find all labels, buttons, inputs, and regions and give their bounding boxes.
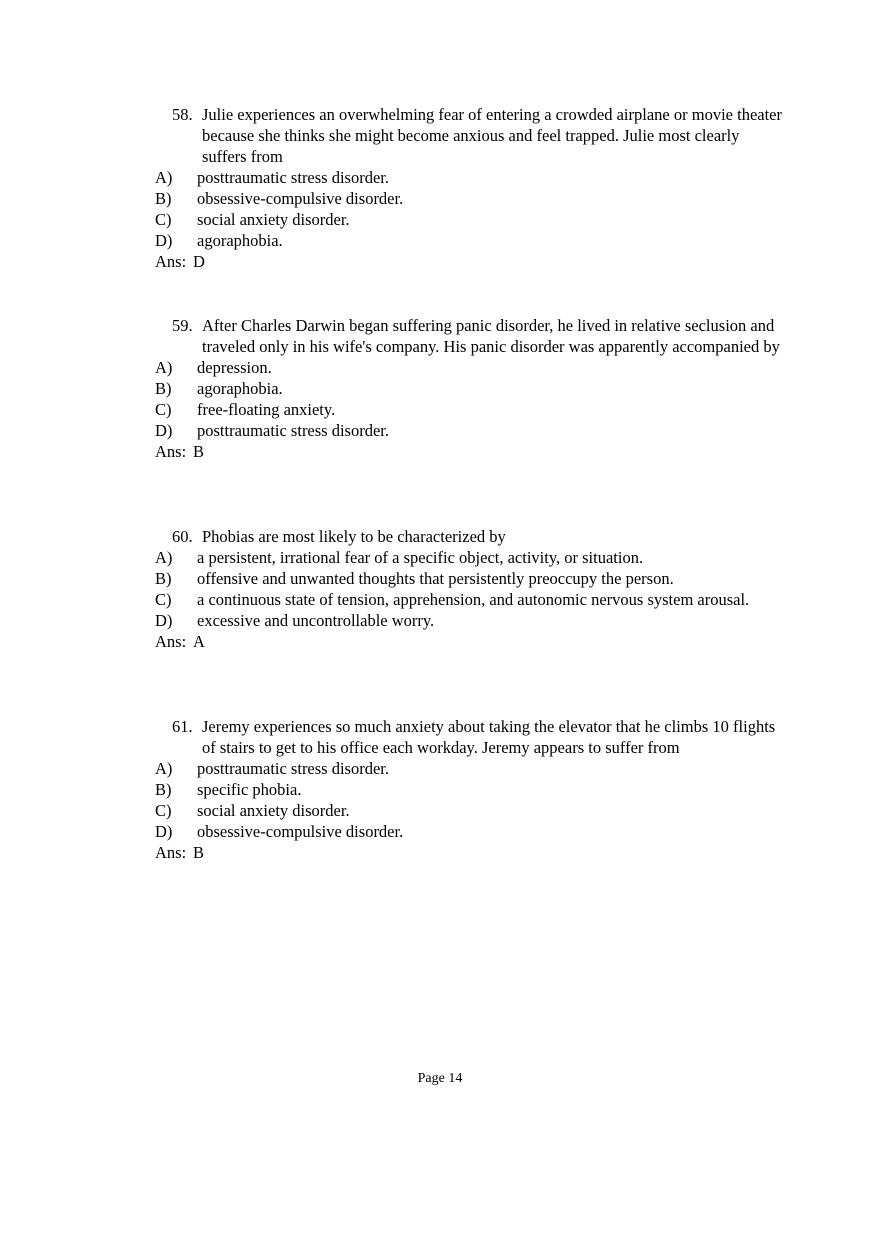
option-d	[155, 230, 785, 251]
question-number: 59.	[172, 316, 193, 335]
question-58	[155, 104, 785, 272]
answer-key	[155, 251, 785, 272]
option-d	[155, 821, 785, 842]
option-text: agoraphobia.	[197, 231, 283, 250]
option-c	[155, 589, 785, 610]
option-text: agoraphobia.	[197, 379, 283, 398]
answer-options	[155, 758, 785, 842]
answer-key	[155, 441, 785, 462]
option-text: obsessive-compulsive disorder.	[197, 189, 404, 208]
option-letter: A)	[155, 168, 173, 187]
option-a	[155, 167, 785, 188]
option-b	[155, 568, 785, 589]
option-letter: C)	[155, 210, 172, 229]
question-stem	[155, 716, 785, 758]
option-a	[155, 357, 785, 378]
option-c	[155, 399, 785, 420]
option-text: posttraumatic stress disorder.	[197, 759, 390, 778]
option-letter: A)	[155, 548, 173, 567]
option-letter: A)	[155, 358, 173, 377]
question-number: 61.	[172, 717, 193, 736]
question-text: Phobias are most likely to be characterized by	[202, 527, 506, 546]
option-text: a persistent, irrational fear of a specific object, activity, or situation.	[197, 548, 644, 567]
option-b	[155, 378, 785, 399]
option-c	[155, 800, 785, 821]
answer-key	[155, 631, 785, 652]
option-c	[155, 209, 785, 230]
option-text: posttraumatic stress disorder.	[197, 168, 390, 187]
option-b	[155, 779, 785, 800]
answer-value: D	[193, 252, 205, 271]
question-stem	[155, 315, 785, 357]
question-text: Jeremy experiences so much anxiety about taking the elevator that he climbs 10 flights of stairs to get to his office each workday. Jeremy appears to suffer from	[202, 717, 776, 757]
option-d	[155, 610, 785, 631]
option-letter: D)	[155, 611, 173, 630]
question-59	[155, 315, 785, 462]
answer-value: A	[193, 632, 205, 651]
option-letter: D)	[155, 822, 173, 841]
answer-value: B	[193, 843, 205, 862]
option-a	[155, 547, 785, 568]
option-letter: C)	[155, 400, 172, 419]
page-footer	[0, 1068, 880, 1089]
answer-label: Ans:	[155, 843, 187, 862]
option-letter: B)	[155, 379, 172, 398]
option-text: a continuous state of tension, apprehension, and autonomic nervous system arousal.	[197, 590, 750, 609]
option-text: offensive and unwanted thoughts that persistently preoccupy the person.	[197, 569, 674, 588]
option-letter: B)	[155, 569, 172, 588]
question-text: After Charles Darwin began suffering panic disorder, he lived in relative seclusion and traveled only in his wife's company. His panic disorder was apparently accompanied by	[202, 316, 780, 356]
answer-label: Ans:	[155, 252, 187, 271]
option-text: excessive and uncontrollable worry.	[197, 611, 435, 630]
page-number: Page 14	[417, 1071, 463, 1086]
option-letter: C)	[155, 590, 172, 609]
option-d	[155, 420, 785, 441]
question-stem	[155, 526, 785, 547]
answer-key	[155, 842, 785, 863]
question-60	[155, 526, 785, 652]
question-number: 60.	[172, 527, 193, 546]
option-text: free-floating anxiety.	[197, 400, 336, 419]
option-letter: A)	[155, 759, 173, 778]
option-text: social anxiety disorder.	[197, 801, 350, 820]
answer-options	[155, 547, 785, 631]
option-letter: C)	[155, 801, 172, 820]
question-61	[155, 716, 785, 863]
option-a	[155, 758, 785, 779]
option-text: specific phobia.	[197, 780, 302, 799]
option-text: depression.	[197, 358, 272, 377]
option-letter: D)	[155, 421, 173, 440]
option-text: posttraumatic stress disorder.	[197, 421, 390, 440]
option-text: obsessive-compulsive disorder.	[197, 822, 404, 841]
option-letter: B)	[155, 780, 172, 799]
question-text: Julie experiences an overwhelming fear of entering a crowded airplane or movie theater because she thinks she might become anxious and feel trapped. Julie most clearly suffers from	[202, 105, 782, 166]
answer-options	[155, 357, 785, 441]
question-stem	[155, 104, 785, 167]
answer-options	[155, 167, 785, 251]
option-letter: D)	[155, 231, 173, 250]
answer-value: B	[193, 442, 205, 461]
answer-label: Ans:	[155, 632, 187, 651]
option-letter: B)	[155, 189, 172, 208]
option-b	[155, 188, 785, 209]
question-number: 58.	[172, 105, 193, 124]
option-text: social anxiety disorder.	[197, 210, 350, 229]
answer-label: Ans:	[155, 442, 187, 461]
